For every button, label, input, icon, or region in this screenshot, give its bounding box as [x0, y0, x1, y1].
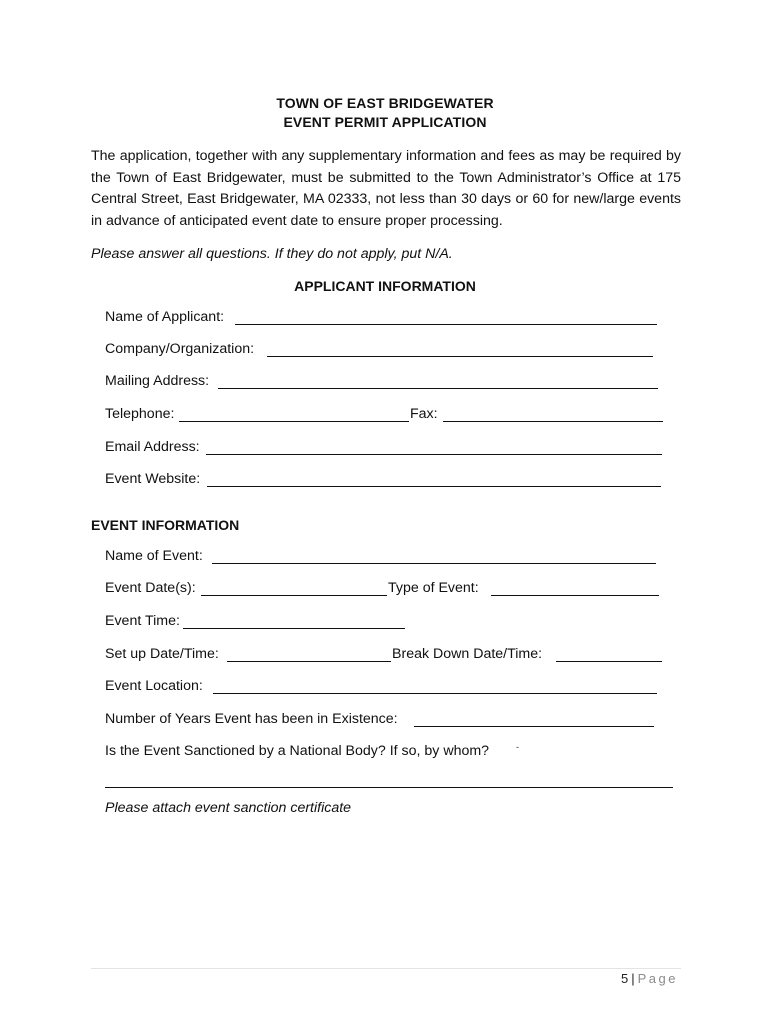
telephone-field[interactable]: [179, 421, 409, 422]
years-existence-label: Number of Years Event has been in Existence:: [105, 711, 398, 727]
event-website-field[interactable]: [207, 486, 661, 487]
setup-field[interactable]: [227, 661, 391, 662]
page-footer: [621, 971, 678, 986]
applicant-name-field[interactable]: [235, 324, 657, 325]
company-label: Company/Organization:: [105, 341, 255, 357]
document-title-line-2: EVENT PERMIT APPLICATION: [283, 114, 487, 130]
event-time-label: Event Time:: [105, 613, 180, 629]
document-title-line-1: TOWN OF EAST BRIDGEWATER: [276, 95, 494, 111]
fax-label: Fax:: [410, 406, 438, 422]
page-word: Page: [637, 971, 678, 986]
years-existence-field[interactable]: [414, 726, 654, 727]
event-name-field[interactable]: [212, 563, 656, 564]
telephone-label: Telephone:: [105, 406, 175, 422]
sanction-certificate-note: Please attach event sanction certificate: [105, 800, 352, 816]
event-dates-label: Event Date(s):: [105, 580, 196, 596]
footer-divider: [91, 968, 681, 969]
event-type-field[interactable]: [491, 595, 659, 596]
applicant-information-heading: APPLICANT INFORMATION: [294, 278, 476, 294]
sanctioned-label: Is the Event Sanctioned by a National Body? If so, by whom?: [105, 743, 490, 759]
event-information-heading: EVENT INFORMATION: [91, 517, 240, 533]
tick-mark-icon: -: [516, 742, 519, 752]
event-dates-field[interactable]: [201, 595, 387, 596]
mailing-address-field[interactable]: [218, 388, 658, 389]
event-time-field[interactable]: [183, 628, 405, 629]
breakdown-label: Break Down Date/Time:: [392, 646, 543, 662]
instruction-note: Please answer all questions. If they do not apply, put N/A.: [91, 246, 453, 262]
email-label: Email Address:: [105, 439, 200, 455]
company-field[interactable]: [267, 356, 653, 357]
breakdown-field[interactable]: [556, 661, 662, 662]
email-field[interactable]: [206, 454, 662, 455]
page-number: 5: [621, 971, 629, 986]
fax-field[interactable]: [443, 421, 663, 422]
footer-separator: |: [631, 971, 635, 986]
applicant-name-label: Name of Applicant:: [105, 309, 225, 325]
mailing-address-label: Mailing Address:: [105, 373, 210, 389]
sanctioned-by-field[interactable]: [105, 787, 673, 788]
event-location-field[interactable]: [213, 693, 657, 694]
event-name-label: Name of Event:: [105, 548, 203, 564]
intro-paragraph: The application, together with any supplementary information and fees as may be required by the Town of East Bridgewater, must be submitted to the Town Administrator’s Office at 175 Central Street, East Bridgewater, MA 02333, not less than 30 days or 60 for new/large events in advance of anticipated event date to ensure proper processing.: [91, 148, 681, 229]
setup-label: Set up Date/Time:: [105, 646, 219, 662]
event-location-label: Event Location:: [105, 678, 203, 694]
event-website-label: Event Website:: [105, 471, 201, 487]
event-type-label: Type of Event:: [388, 580, 479, 596]
